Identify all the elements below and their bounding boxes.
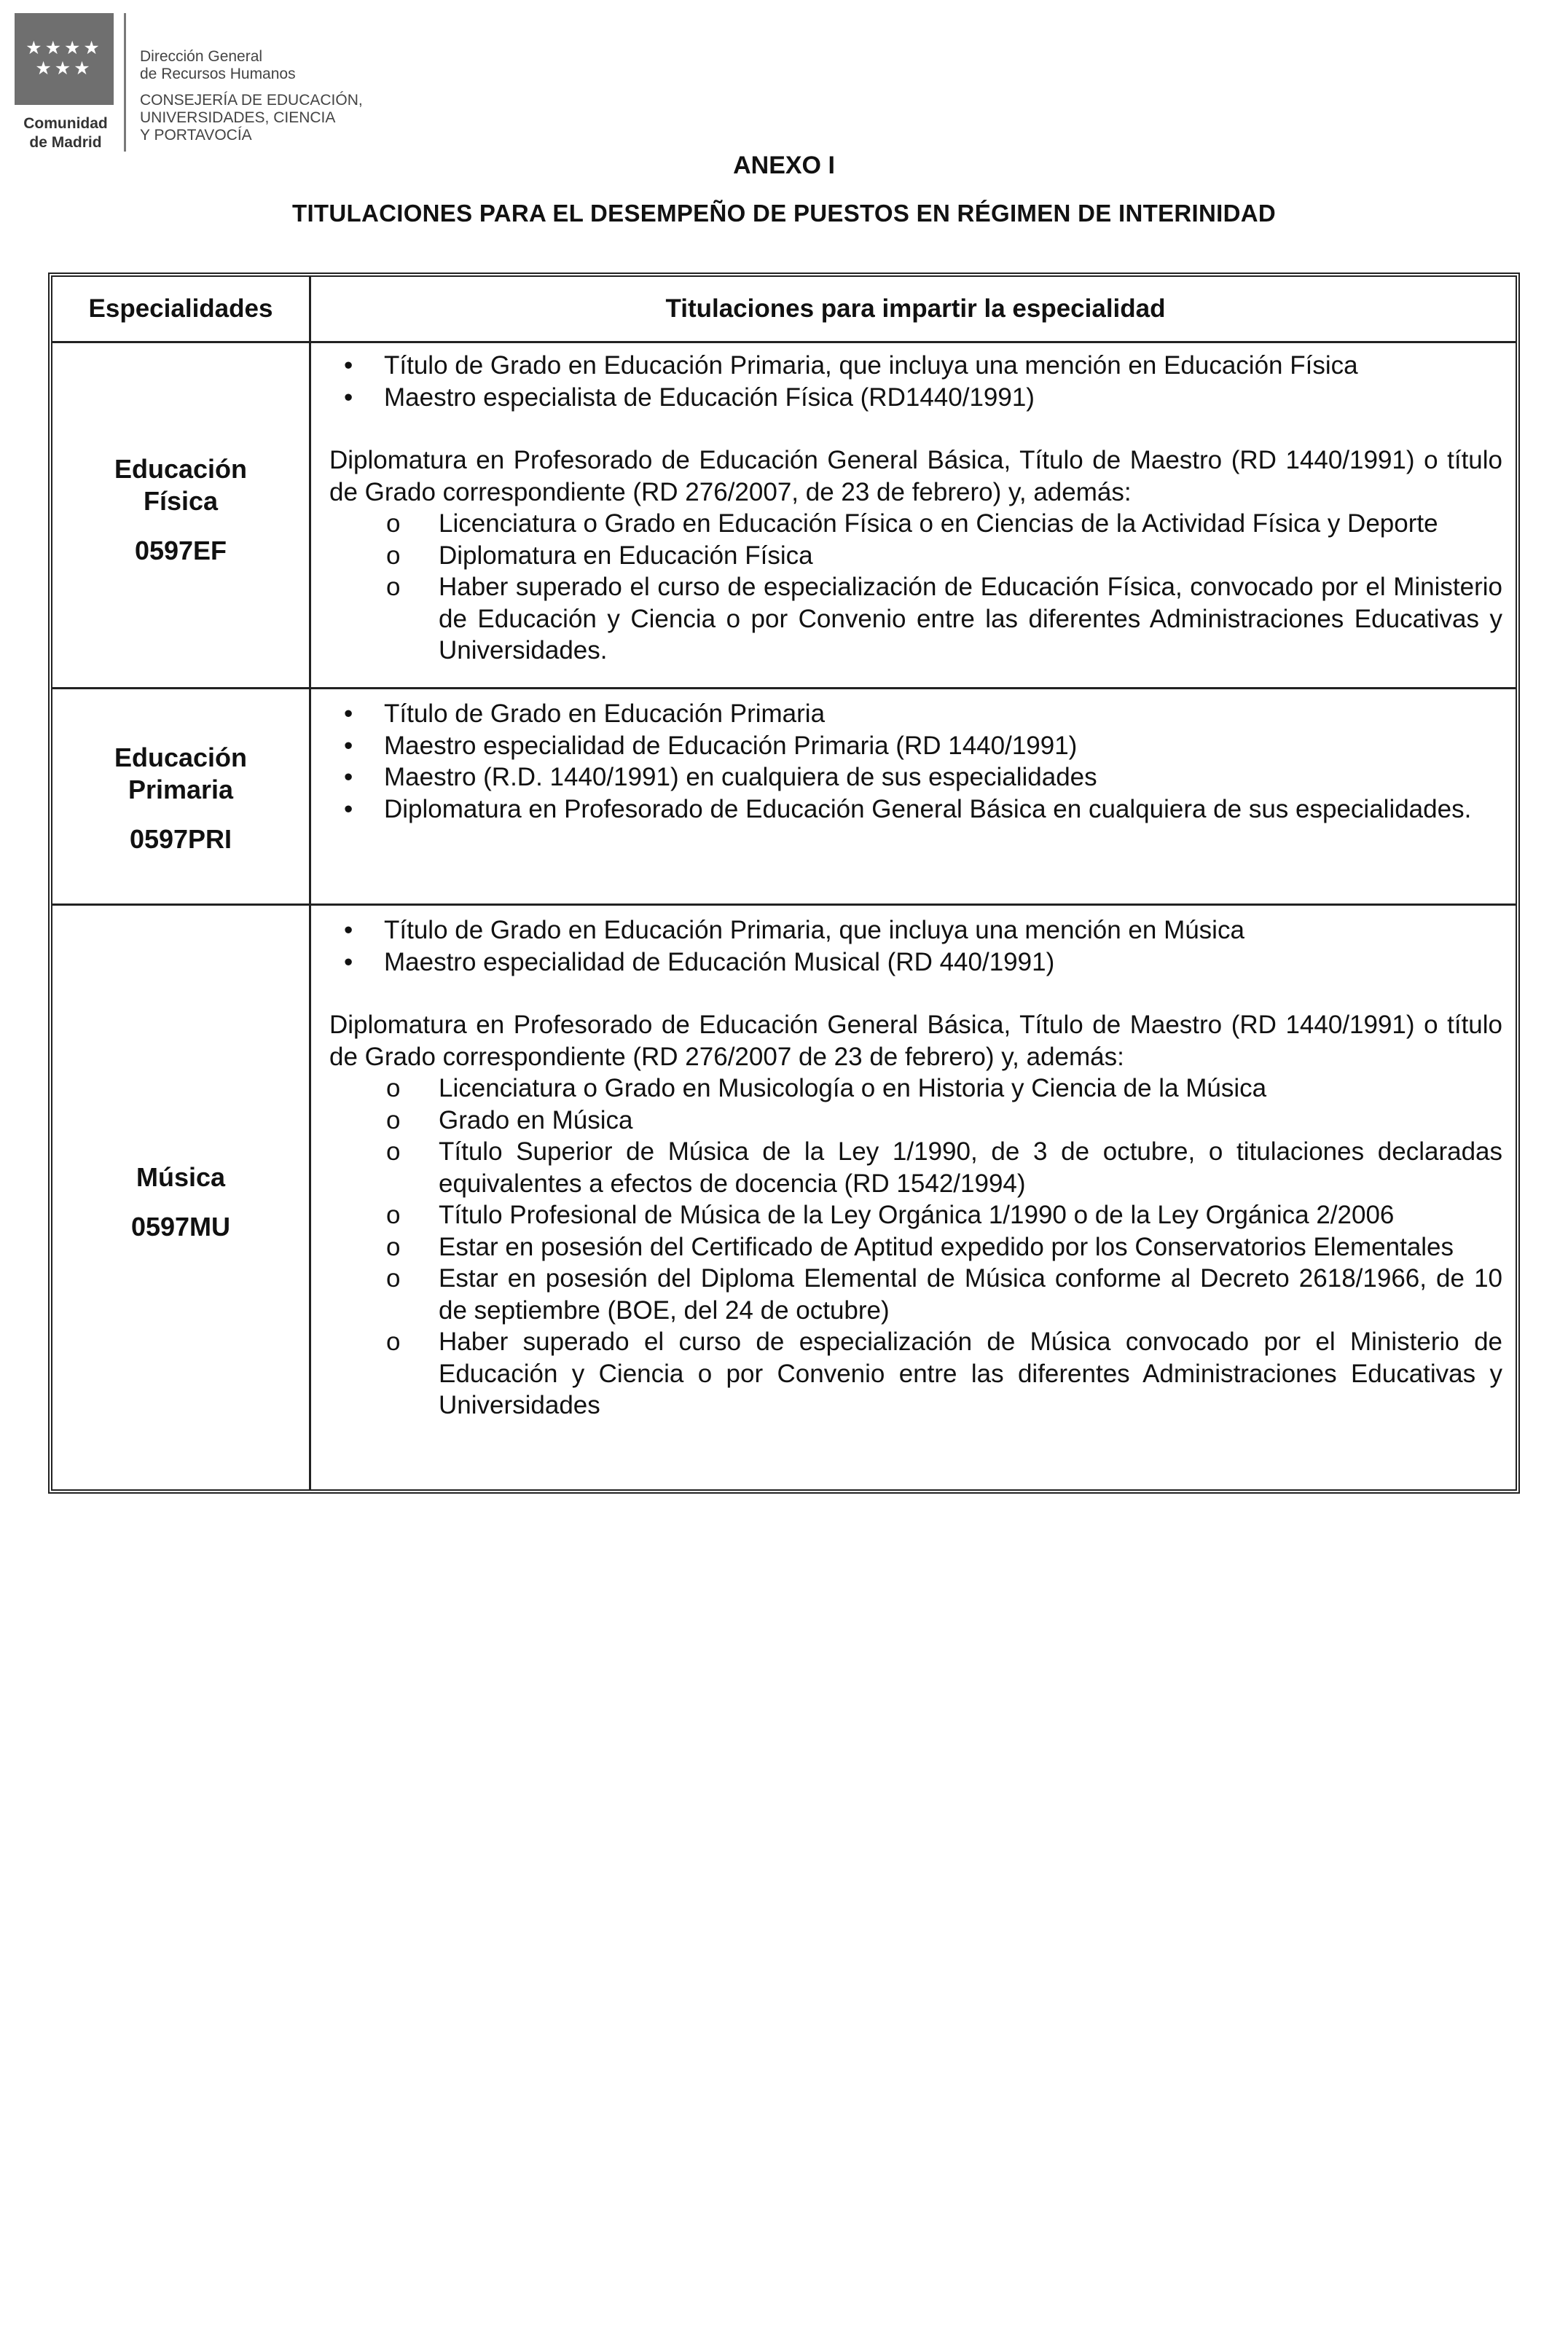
qualifications-cell [329,914,1502,1422]
sub-list-item: o Estar en posesión del Certificado de Aptitud expedido por los Conservatorios Elementales [386,1232,1454,1261]
specialty-name: Educación [114,742,248,772]
specialty-name: Primaria [128,775,234,804]
list-item: • Maestro especialidad de Educación Primaria (RD 1440/1991) [344,731,1078,760]
specialty-code: 0597MU [130,1212,231,1242]
list-item: • Título de Grado en Educación Primaria [344,699,826,728]
logo-name-line: Comunidad [23,115,108,132]
column-header: Titulaciones para impartir la especialidad [665,294,1166,323]
qualifications-cell [329,350,1502,667]
row-divider [52,341,1516,343]
sub-list-item: o Título Superior de Música de la Ley 1/1990, de 3 de octubre, o titulaciones declaradas equivalentes a efectos de docencia (RD 1542/1994) [386,1137,1502,1198]
paragraph: Diplomatura en Profesorado de Educación General Básica, Título de Maestro (RD 1440/1991) o título de Grado correspondiente (RD 276/2007 de 23 de febrero) y, además: [329,1011,1502,1071]
paragraph: Diplomatura en Profesorado de Educación General Básica, Título de Maestro (RD 1440/1991) o título de Grado correspondiente (RD 276/2007, de 23 de febrero) y, además: [329,446,1502,506]
logo-name-line: de Madrid [29,134,102,151]
list-item: • Título de Grado en Educación Primaria, que incluya una mención en Música [344,916,1244,944]
column-header: Especialidades [88,294,273,323]
org-line: de Recursos Humanos [140,66,296,82]
logo-name [15,114,117,152]
specialty-name: Física [143,486,219,516]
divider [124,13,126,152]
comunidad-madrid-logo [15,13,114,105]
dept-line: UNIVERSIDADES, CIENCIA [140,109,336,126]
specialty-cell [52,453,309,567]
column-divider [309,277,311,1489]
sub-list-item: o Haber superado el curso de especialización de Música convocado por el Ministerio de Educación y Ciencia o por Convenio entre las diferentes Administraciones Educativas y Universidades [386,1328,1502,1419]
list-item: • Maestro especialista de Educación Física (RD1440/1991) [344,383,1035,412]
qualifications-table [48,273,1520,1494]
specialty-code: 0597PRI [129,824,232,854]
qualifications-cell [329,698,1502,825]
org-line: Dirección General [140,48,263,65]
sub-list-item: o Estar en posesión del Diploma Elemental de Música conforme al Decreto 2618/1966, de 10 de septiembre (BOE, del 24 de octubre) [386,1264,1502,1325]
specialty-name: Educación [114,454,248,484]
list-item: • Maestro (R.D. 1440/1991) en cualquiera de sus especialidades [344,763,1097,791]
row-divider [52,903,1516,906]
sub-list-item: o Grado en Música [386,1105,633,1134]
dept-line: CONSEJERÍA DE EDUCACIÓN, [140,92,363,109]
sub-list-item: o Licenciatura o Grado en Educación Física o en Ciencias de la Actividad Física y Deporte [386,509,1438,538]
sub-list-item: o Haber superado el curso de especialización de Educación Física, convocado por el Ministerio de Educación y Ciencia o por Convenio entre las diferentes Administraciones Educativas y Universidades. [386,573,1502,665]
list-item: • Maestro especialidad de Educación Musical (RD 440/1991) [344,947,1055,976]
specialty-name: Música [136,1162,226,1192]
sub-list-item: o Licenciatura o Grado en Musicología o en Historia y Ciencia de la Música [386,1074,1267,1102]
specialty-cell [52,1161,309,1243]
sub-list-item: o Diplomatura en Educación Física [386,541,813,570]
page-title: TITULACIONES PARA EL DESEMPEÑO DE PUESTOS EN RÉGIMEN DE INTERINIDAD [291,200,1277,227]
list-item: • Título de Grado en Educación Primaria, que incluya una mención en Educación Física [344,351,1358,380]
specialty-code: 0597EF [134,536,227,565]
dept-line: Y PORTAVOCÍA [140,127,252,144]
sub-list-item: o Título Profesional de Música de la Ley Orgánica 1/1990 o de la Ley Orgánica 2/2006 [386,1201,1395,1229]
specialty-cell [52,742,309,855]
letterhead [15,13,452,152]
row-divider [52,687,1516,689]
stars-icon: ★★★★ ★★★ [26,37,103,79]
annex-title: ANEXO I [733,152,835,179]
organization-info [140,48,363,144]
list-item: • Diplomatura en Profesorado de Educación General Básica en cualquiera de sus especialidades. [344,794,1472,823]
